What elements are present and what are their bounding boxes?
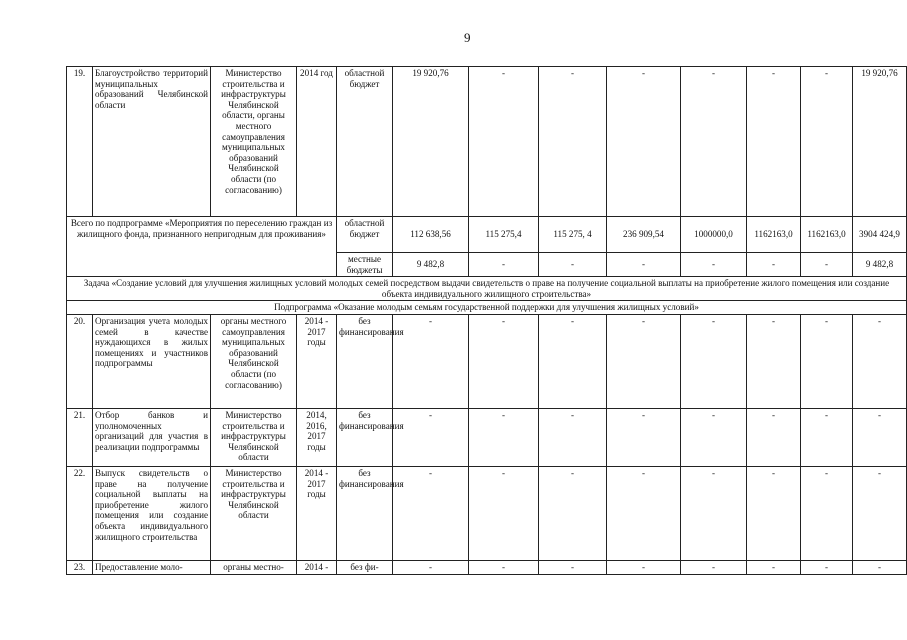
executor: Министерство строительства и инфраструктуры Челябинской области, органы местного самоуправления муниципальных образований Челябинской области (по согласованию) [211,67,297,217]
value-cell: 1162163,0 [801,217,853,253]
task-row [67,277,907,301]
value-cell: - [747,253,801,277]
activity-name: Предоставление моло- [93,560,211,574]
executor: Министерство строительства и инфраструктуры Челябинской области [211,466,297,560]
value-cell: - [681,67,747,217]
value-cell: - [801,314,853,408]
value-cell: - [681,253,747,277]
value-cell: - [393,408,469,466]
activity-name: Благоустройство территорий муниципальных образований Челябинской области [93,67,211,217]
value-cell: - [539,253,607,277]
task-title: Задача «Создание условий для улучшения жилищных условий молодых семей посредством выдачи свидетельств о праве на получение социальной выплаты на приобретение жилого помещения или создание объекта индивидуального жилищного строительства» [67,277,907,301]
value-cell: - [607,560,681,574]
period: 2014 - [297,560,337,574]
value-cell: 236 909,54 [607,217,681,253]
page-number: 9 [464,30,471,45]
table-row [67,560,907,574]
funding-source: областной бюджет [337,67,393,217]
value-cell: - [747,67,801,217]
total-cell: - [853,408,907,466]
value-cell: - [607,314,681,408]
subprogram-title: Подпрограмма «Оказание молодым семьям государственной поддержки для улучшения жилищных условий» [67,301,907,315]
value-cell: 115 275, 4 [539,217,607,253]
value-cell: - [747,466,801,560]
total-cell: 9 482,8 [853,253,907,277]
value-cell: - [469,560,539,574]
value-cell: - [681,314,747,408]
funding-source: областной бюджет [337,217,393,253]
funding-source: местные бюджеты [337,253,393,277]
value-cell: - [801,560,853,574]
executor: Министерство строительства и инфраструктуры Челябинской области [211,408,297,466]
value-cell: - [607,253,681,277]
subtotal-label: Всего по подпрограмме «Мероприятия по переселению граждан из жилищного фонда, признанного непригодным для проживания» [67,217,337,277]
subtotal-row [67,217,907,253]
period: 2014 - 2017 годы [297,314,337,408]
row-number: 20. [67,314,93,408]
value-cell: - [801,253,853,277]
value-cell: - [539,408,607,466]
value-cell: - [607,466,681,560]
value-cell: 9 482,8 [393,253,469,277]
value-cell: - [747,408,801,466]
value-cell: - [393,314,469,408]
executor: органы местного самоуправления муниципальных образований Челябинской области (по согласованию) [211,314,297,408]
table-row [67,466,907,560]
total-cell: - [853,314,907,408]
period: 2014, 2016, 2017 годы [297,408,337,466]
value-cell: - [393,466,469,560]
program-table [66,66,907,575]
value-cell: - [469,67,539,217]
row-number: 21. [67,408,93,466]
activity-name: Организация учета молодых семей в качестве нуждающихся в жилых помещениях и участников подпрограммы [93,314,211,408]
value-cell: - [469,314,539,408]
value-cell: - [469,466,539,560]
row-number: 23. [67,560,93,574]
value-cell: 115 275,4 [469,217,539,253]
subprogram-row [67,301,907,315]
value-cell: - [539,67,607,217]
funding-source: без финансирования [337,466,393,560]
value-cell: 1162163,0 [747,217,801,253]
value-cell: - [393,560,469,574]
value-cell: - [747,560,801,574]
total-cell: - [853,466,907,560]
row-number: 22. [67,466,93,560]
value-cell: 19 920,76 [393,67,469,217]
row-number: 19. [67,67,93,217]
value-cell: - [801,466,853,560]
value-cell: - [607,67,681,217]
value-cell: - [539,314,607,408]
total-cell: 19 920,76 [853,67,907,217]
value-cell: - [801,408,853,466]
table-row [67,67,907,217]
value-cell: - [747,314,801,408]
total-cell: - [853,560,907,574]
value-cell: 1000000,0 [681,217,747,253]
table-row [67,408,907,466]
table-row [67,314,907,408]
value-cell: - [539,560,607,574]
funding-source: без финансирования [337,408,393,466]
value-cell: - [681,560,747,574]
value-cell: - [681,408,747,466]
value-cell: - [469,408,539,466]
value-cell: - [539,466,607,560]
funding-source: без фи- [337,560,393,574]
value-cell: - [681,466,747,560]
funding-source: без финансирования [337,314,393,408]
value-cell: - [801,67,853,217]
period: 2014 - 2017 годы [297,466,337,560]
period: 2014 год [297,67,337,217]
activity-name: Отбор банков и уполномоченных организаций для участия в реализации подпрограммы [93,408,211,466]
value-cell: - [469,253,539,277]
executor: органы местно- [211,560,297,574]
value-cell: 112 638,56 [393,217,469,253]
total-cell: 3904 424,9 [853,217,907,253]
value-cell: - [607,408,681,466]
activity-name: Выпуск свидетельств о праве на получение социальной выплаты на приобретение жилого помещения или создание объекта индивидуального жилищного строительства [93,466,211,560]
